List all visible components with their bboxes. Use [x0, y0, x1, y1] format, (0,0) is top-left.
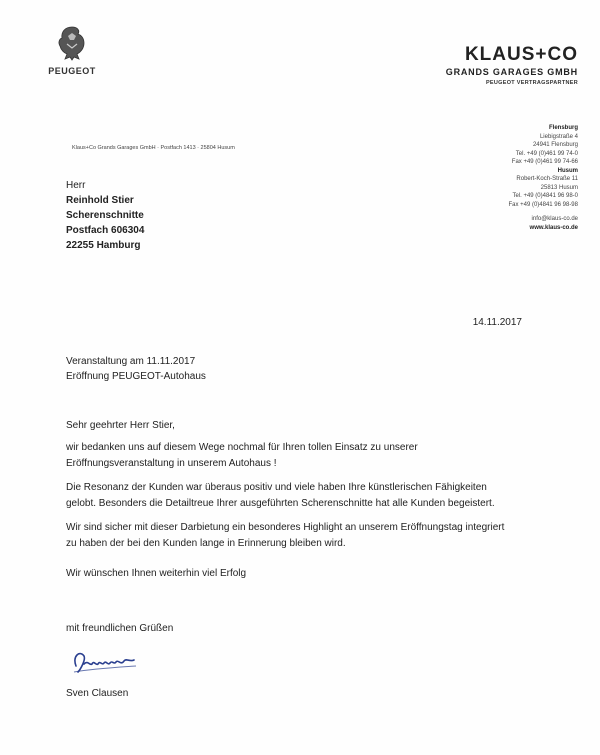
- contact-tel-husum: Tel. +49 (0)4841 96 98-0: [512, 193, 578, 199]
- contact-street-flensburg: Liebigstraße 4: [539, 133, 578, 140]
- recipient-postbox: Postfach 606304: [66, 225, 145, 236]
- contact-city-flensburg: Flensburg: [548, 125, 578, 131]
- paragraph-2-line-2: gelobt. Besonders die Detailtreue Ihrer ausgeführten Scherenschnitte hat alle Kunden begeistert.: [66, 498, 495, 509]
- letter-date: 14.11.2017: [472, 317, 522, 328]
- subject-line-1: Veranstaltung am 11.11.2017: [66, 356, 196, 367]
- contact-website: www.klaus-co.de: [529, 224, 578, 231]
- paragraph-1: [66, 440, 546, 472]
- recipient-address: [66, 178, 144, 253]
- contact-zip-husum: 25813 Husum: [540, 184, 578, 191]
- paragraph-1-line-1: wir bedanken uns auf diesem Wege nochmal für Ihren tollen Einsatz zu unserer: [66, 442, 418, 453]
- contact-zip-flensburg: 24941 Flensburg: [532, 142, 578, 148]
- klaus-subtitle: GRANDS GARAGES GMBH: [445, 67, 578, 77]
- paragraph-2: [66, 480, 546, 512]
- recipient-name: Reinhold Stier: [66, 195, 134, 206]
- closing: mit freundlichen Grüßen: [66, 623, 174, 634]
- paragraph-4: Wir wünschen Ihnen weiterhin viel Erfolg: [66, 568, 247, 579]
- paragraph-3-line-1: Wir sind sicher mit dieser Darbietung ein besonderes Highlight an unserem Eröffnungstag integriert: [66, 522, 505, 533]
- sender-return-address: Klaus+Co Grands Garages GmbH · Postfach 1413 · 25804 Husum: [72, 145, 235, 151]
- klaus-partner: PEUGEOT VERTRAGSPARTNER: [485, 80, 578, 86]
- contact-fax-husum: Fax +49 (0)4841 96 98-98: [508, 201, 578, 208]
- contact-tel-flensburg: Tel. +49 (0)461 99 74-0: [515, 150, 578, 157]
- contact-fax-flensburg: Fax +49 (0)461 99 74-66: [511, 159, 578, 165]
- recipient-salutation: Herr: [66, 180, 86, 191]
- klaus-brand: KLAUS+CO: [464, 44, 578, 65]
- recipient-city: 22255 Hamburg: [66, 240, 141, 251]
- peugeot-logo: [32, 24, 112, 84]
- contact-city-husum: Husum: [557, 167, 578, 174]
- contact-email: info@klaus-co.de: [531, 216, 578, 222]
- paragraph-2-line-1: Die Resonanz der Kunden war überaus positiv und viele haben Ihre künstlerischen Fähigkeiten: [66, 482, 487, 493]
- contact-info: [448, 124, 578, 232]
- peugeot-lion-icon: [53, 24, 91, 62]
- klaus-co-logo: [418, 45, 578, 86]
- subject-line-2: Eröffnung PEUGEOT-Autohaus: [66, 370, 206, 382]
- peugeot-wordmark: PEUGEOT: [48, 66, 96, 76]
- handwritten-signature-icon: [66, 646, 146, 682]
- recipient-company: Scherenschnitte: [66, 210, 144, 221]
- letter-subject: [66, 355, 206, 384]
- paragraph-1-line-2: Eröffnungsveranstaltung in unserem Autohaus !: [66, 458, 277, 469]
- signer-name: Sven Clausen: [66, 688, 129, 699]
- greeting: Sehr geehrter Herr Stier,: [66, 420, 175, 431]
- paragraph-3: [66, 520, 546, 552]
- contact-street-husum: Robert-Koch-Straße 11: [516, 176, 578, 182]
- paragraph-3-line-2: zu haben der bei den Kunden lange in Erinnerung bleiben wird.: [66, 538, 346, 549]
